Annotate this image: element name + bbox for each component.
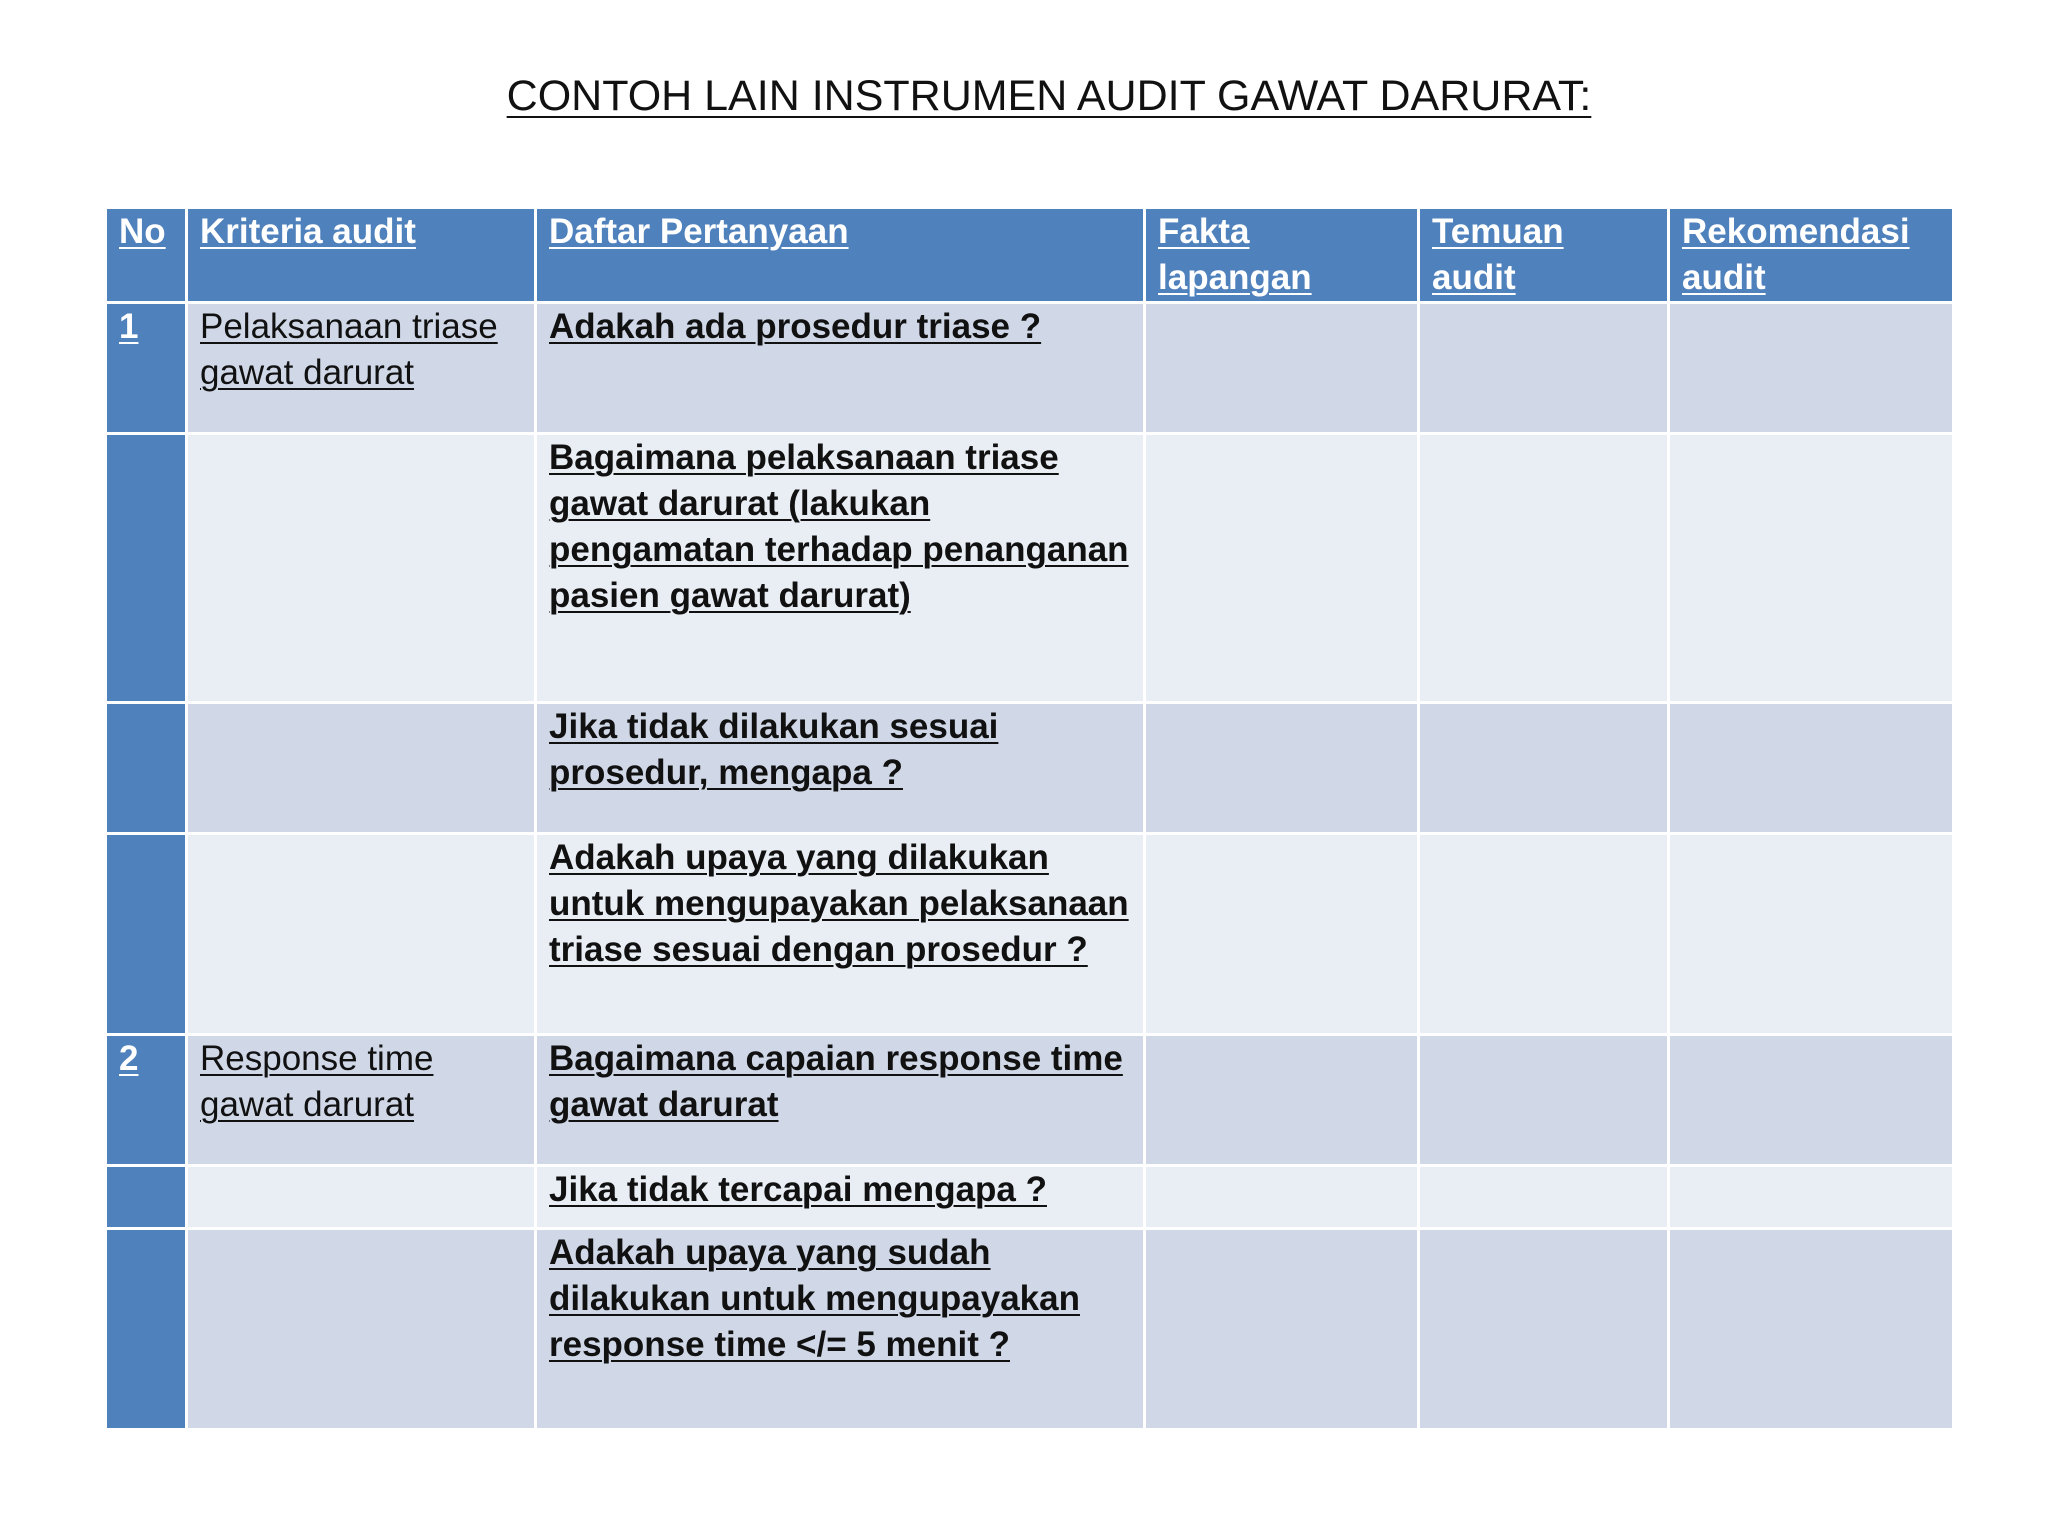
row-number [106,1229,187,1430]
criteria-cell [187,434,536,703]
question-cell: Bagaimana pelaksanaan triase gawat darurat (lakukan pengamatan terhadap penanganan pasien gawat darurat) [536,434,1145,703]
rekomendasi-audit-cell[interactable] [1669,1035,1954,1166]
question-cell: Bagaimana capaian response time gawat darurat [536,1035,1145,1166]
table-row [106,703,1954,834]
fakta-lapangan-cell[interactable] [1145,434,1419,703]
question-cell: Adakah upaya yang sudah dilakukan untuk mengupayakan response time </= 5 menit ? [536,1229,1145,1430]
rekomendasi-audit-cell[interactable] [1669,1166,1954,1229]
fakta-lapangan-cell[interactable] [1145,1229,1419,1430]
fakta-lapangan-cell[interactable] [1145,703,1419,834]
criteria-cell [187,1166,536,1229]
row-number: 1 [106,303,187,434]
header-no: No [106,208,187,303]
row-number [106,834,187,1035]
table-header-row [106,208,1954,303]
question-cell: Jika tidak tercapai mengapa ? [536,1166,1145,1229]
table-row [106,1229,1954,1430]
table-row [106,1166,1954,1229]
row-number [106,703,187,834]
header-rekomendasi-audit: Rekomendasi audit [1669,208,1954,303]
question-cell: Adakah upaya yang dilakukan untuk mengupayakan pelaksanaan triase sesuai dengan prosedur ? [536,834,1145,1035]
criteria-cell: Response time gawat darurat [187,1035,536,1166]
row-number [106,434,187,703]
row-number: 2 [106,1035,187,1166]
header-temuan-audit: Temuan audit [1419,208,1669,303]
question-cell: Jika tidak dilakukan sesuai prosedur, mengapa ? [536,703,1145,834]
rekomendasi-audit-cell[interactable] [1669,434,1954,703]
temuan-audit-cell[interactable] [1419,1035,1669,1166]
row-number [106,1166,187,1229]
header-daftar-pertanyaan: Daftar Pertanyaan [536,208,1145,303]
rekomendasi-audit-cell[interactable] [1669,1229,1954,1430]
criteria-cell [187,1229,536,1430]
temuan-audit-cell[interactable] [1419,434,1669,703]
temuan-audit-cell[interactable] [1419,303,1669,434]
criteria-cell: Pelaksanaan triase gawat darurat [187,303,536,434]
rekomendasi-audit-cell[interactable] [1669,834,1954,1035]
header-fakta-lapangan: Fakta lapangan [1145,208,1419,303]
table-row [106,303,1954,434]
fakta-lapangan-cell[interactable] [1145,1035,1419,1166]
fakta-lapangan-cell[interactable] [1145,834,1419,1035]
rekomendasi-audit-cell[interactable] [1669,303,1954,434]
temuan-audit-cell[interactable] [1419,1166,1669,1229]
table-row [106,1035,1954,1166]
table-row [106,434,1954,703]
audit-table [104,206,1955,1431]
criteria-cell [187,703,536,834]
temuan-audit-cell[interactable] [1419,1229,1669,1430]
criteria-cell [187,834,536,1035]
question-cell: Adakah ada prosedur triase ? [536,303,1145,434]
table-row [106,834,1954,1035]
rekomendasi-audit-cell[interactable] [1669,703,1954,834]
slide-title: CONTOH LAIN INSTRUMEN AUDIT GAWAT DARURAT: [506,72,1592,120]
temuan-audit-cell[interactable] [1419,834,1669,1035]
fakta-lapangan-cell[interactable] [1145,303,1419,434]
temuan-audit-cell[interactable] [1419,703,1669,834]
fakta-lapangan-cell[interactable] [1145,1166,1419,1229]
header-kriteria-audit: Kriteria audit [187,208,536,303]
